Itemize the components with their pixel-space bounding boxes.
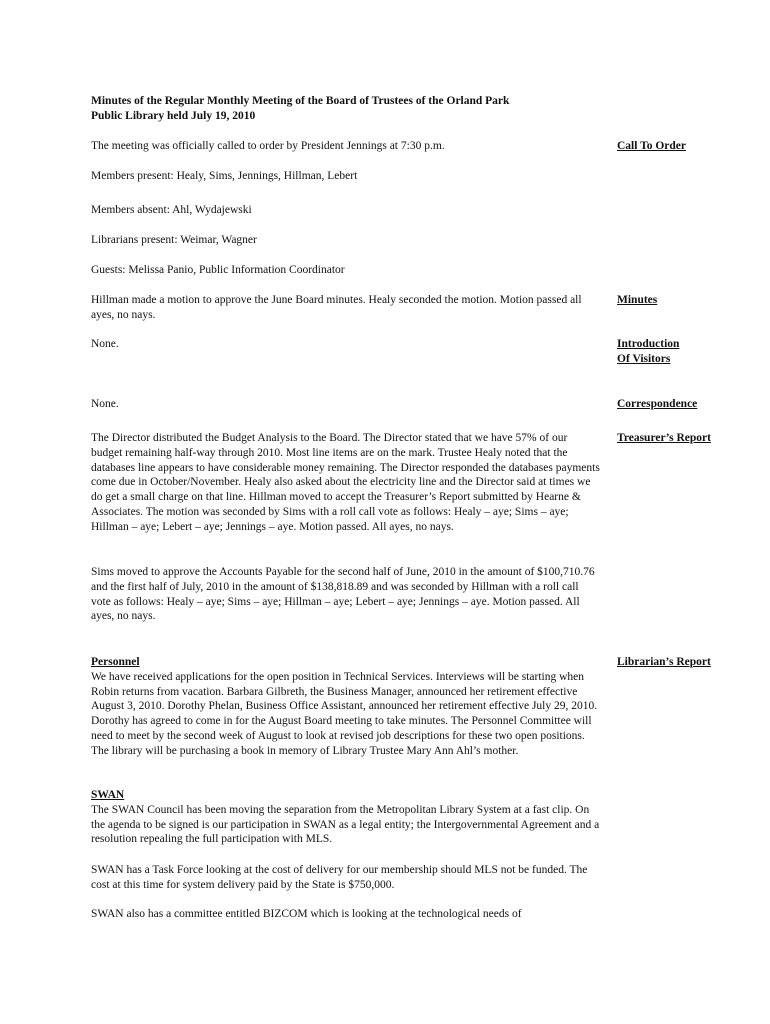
members-present: Members present: Healy, Sims, Jennings, Hillman, Lebert: [91, 170, 358, 182]
visitors-text: None.: [91, 338, 119, 350]
sidebar-call-to-order: Call To Order: [617, 140, 687, 152]
personnel-text: We have received applications for the open position in Technical Services. Interviews will be starting when Robin returns from vacation. Barbara Gilbreth, the Business Manager, announced her retirement effective August 3, 2010. Dorothy Phelan, Business Office Assistant, announced her retirement effective July 29, 2010. Dorothy has agreed to come in for the August Board meeting to take minutes. The Personnel Committee will need to meet by the second week of August to look at revised job descriptions for these two open positions. The library will be purchasing a book in memory of Library Trustee Mary Ann Ahl’s mother.: [91, 670, 598, 757]
sidebar-treasurers-report: Treasurer’s Report: [617, 432, 711, 444]
sidebar-minutes: Minutes: [617, 294, 658, 306]
sidebar-introduction: [617, 337, 747, 367]
swan-paragraph-1: The SWAN Council has been moving the separation from the Metropolitan Library System at a fast clip. On the agenda to be signed is our participation in SWAN as a legal entity; the Intergovernmental Agreement and a resolution repealing the full participation with MLS.: [91, 803, 600, 846]
sidebar-librarians-report: Librarian’s Report: [617, 656, 711, 668]
librarians-present: Librarians present: Weimar, Wagner: [91, 234, 257, 246]
swan-paragraph-2: SWAN has a Task Force looking at the cost of delivery for our membership should MLS not be funded. The cost at this time for system delivery paid by the State is $750,000.: [91, 864, 588, 891]
personnel-heading: Personnel: [91, 656, 140, 668]
title-line-1: Minutes of the Regular Monthly Meeting of the Board of Trustees of the Orland Park: [91, 95, 510, 107]
title-line-2: Public Library held July 19, 2010: [91, 110, 256, 122]
guests: Guests: Melissa Panio, Public Information Coordinator: [91, 264, 345, 276]
sidebar-introduction-line-2: Of Visitors: [617, 353, 671, 365]
sidebar-introduction-line-1: Introduction: [617, 338, 680, 350]
minutes-text: Hillman made a motion to approve the June Board minutes. Healy seconded the motion. Motion passed all ayes, no nays.: [91, 294, 582, 321]
personnel-section: [91, 655, 601, 759]
treasurer-paragraph-2: Sims moved to approve the Accounts Payable for the second half of June, 2010 in the amount of $100,710.76 and the first half of July, 2010 in the amount of $138,818.89 and was seconded by Hillman with a roll call vote as follows: Healy – aye; Sims – aye; Hillman – aye; Lebert – aye; Jennings – aye. Motion passed. All ayes, no nays.: [91, 566, 595, 623]
treasurer-paragraph-1: The Director distributed the Budget Analysis to the Board. The Director stated that we have 57% of our budget remaining half-way through 2010. Most line items are on the mark. Trustee Healy noted that the databases line appears to have considerable money remaining. The Director responded the databases payments come due in October/November. Healy also asked about the electricity line and the Director said at times we do get a small charge on that line. Hillman moved to accept the Treasurer’s Report submitted by Hearne & Associates. The motion was seconded by Sims with a roll call vote as follows: Healy – aye; Sims – aye; Hillman – aye; Lebert – aye; Jennings – aye. Motion passed. All ayes, no nays.: [91, 432, 600, 533]
swan-heading: SWAN: [91, 789, 125, 801]
swan-paragraph-3: SWAN also has a committee entitled BIZCOM which is looking at the technological needs of: [91, 908, 522, 920]
correspondence-text: None.: [91, 398, 119, 410]
call-to-order-text: The meeting was officially called to order by President Jennings at 7:30 p.m.: [91, 140, 445, 152]
swan-section: [91, 788, 601, 847]
members-absent: Members absent: Ahl, Wydajewski: [91, 204, 252, 216]
document-title: [91, 94, 571, 124]
sidebar-correspondence: Correspondence: [617, 398, 698, 410]
